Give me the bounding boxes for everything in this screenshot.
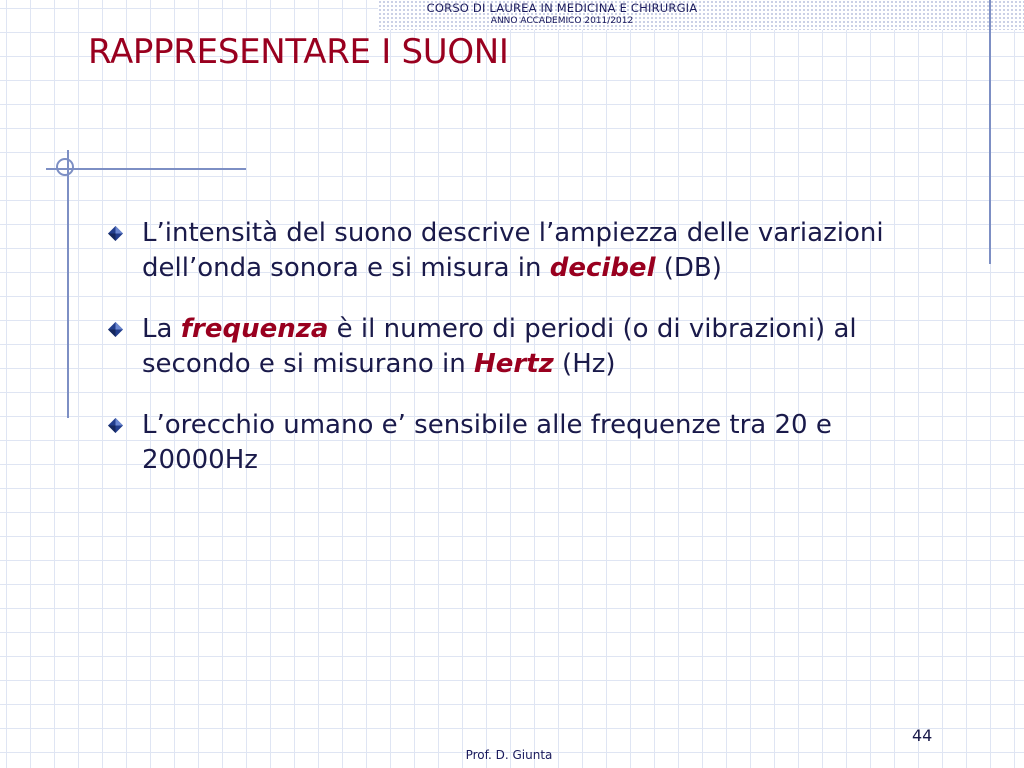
course-header [378,1,746,27]
academic-year: ANNO ACCADEMICO 2011/2012 [490,16,634,26]
deco-ring [56,158,74,176]
emphasis-term: frequenza [180,314,329,344]
emphasis-term: decibel [549,253,656,283]
emphasis-term: Hertz [474,349,554,379]
page-number: 44 [912,726,933,745]
deco-vertical-line [67,150,69,418]
diamond-bullet-icon [108,226,123,241]
bullet-text: La frequenza è il numero di periodi (o di vibrazioni) al secondo e si misurano in Hertz (Hz) [142,314,857,379]
author-name: Prof. D. Giunta [465,748,553,762]
bullet-item [104,312,954,382]
slide-title: RAPPRESENTARE I SUONI [88,32,509,72]
right-divider-line [989,0,991,264]
bullet-text: L’intensità del suono descrive l’ampiezza delle variazioni dell’onda sonora e si misura in decibel (DB) [142,218,884,283]
bullet-item [104,216,954,286]
footer [0,748,1024,762]
bullet-list [104,216,954,504]
deco-horizontal-line [46,168,246,170]
diamond-bullet-icon [108,418,123,433]
bullet-item [104,408,954,478]
bullet-text: L’orecchio umano e’ sensibile alle frequenze tra 20 e 20000Hz [142,410,832,475]
course-name: CORSO DI LAUREA IN MEDICINA E CHIRURGIA [426,1,698,15]
diamond-bullet-icon [108,322,123,337]
